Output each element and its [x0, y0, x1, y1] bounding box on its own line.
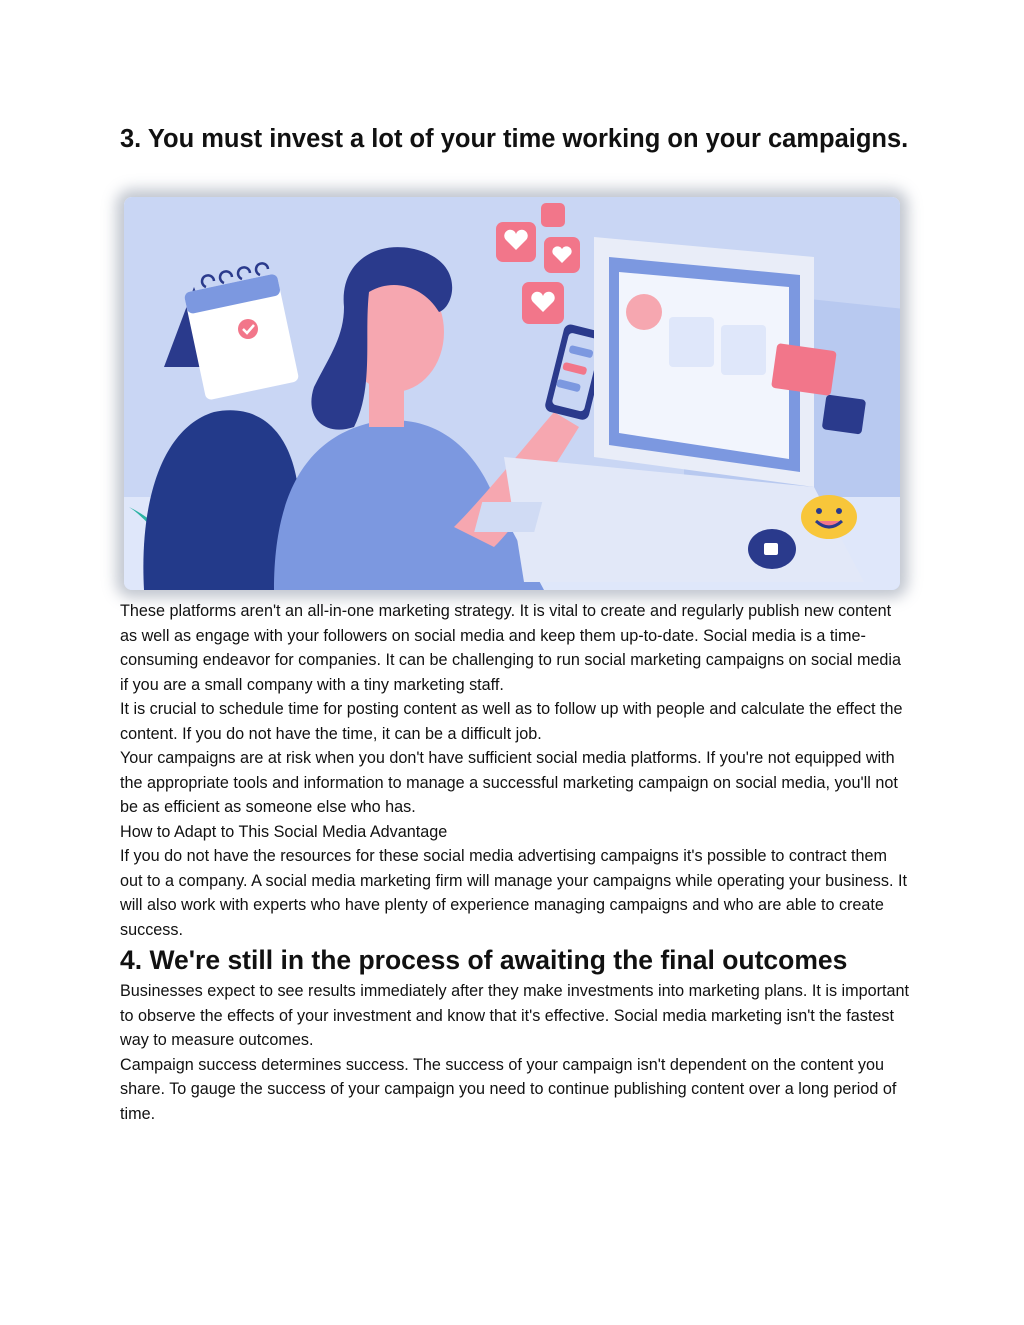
subheading: How to Adapt to This Social Media Advantage — [120, 822, 448, 841]
social-media-illustration — [124, 197, 900, 590]
emoji-icon — [801, 495, 857, 539]
paragraph: Your campaigns are at risk when you don't have sufficient social media platforms. If you're not equipped with the appropriate tools and information to manage a successful marketing campaign on social media, you'll not be as efficient as someone else who has. — [120, 749, 898, 816]
paragraph: It is crucial to schedule time for posting content as well as to follow up with people and calculate the effect the content. If you do not have the time, it can be a difficult job. — [120, 700, 903, 743]
paragraph: Campaign success determines success. The success of your campaign isn't dependent on the content you share. To gauge the success of your campaign you need to continue publishing content over a long period of time. — [120, 1055, 897, 1123]
paragraph: If you do not have the resources for these social media advertising campaigns it's possible to contract them out to a company. A social media marketing firm will manage your campaigns while operating your business. It will also work with experts who have plenty of experience managing campaigns and who are able to create success. — [120, 847, 907, 939]
section-4-heading: 4. We're still in the process of awaiting the final outcomes — [120, 945, 848, 975]
section-3-heading: 3. You must invest a lot of your time working on your campaigns. — [120, 125, 909, 153]
like-icon — [748, 529, 796, 569]
paragraph: These platforms aren't an all-in-one marketing strategy. It is vital to create and regularly publish new content as well as engage with your followers on social media and keep them up-to-date. Social media is a time-consuming endeavor for companies. It can be challenging to run social marketing campaigns on social media if you are a small company with a tiny marketing staff. — [120, 602, 902, 694]
article-body — [120, 599, 910, 1126]
paragraph: Businesses expect to see results immediately after they make investments into marketing plans. It is important to observe the effects of your investment and know that it's effective. Social media marketing isn't the fastest way to measure outcomes. — [120, 982, 910, 1049]
